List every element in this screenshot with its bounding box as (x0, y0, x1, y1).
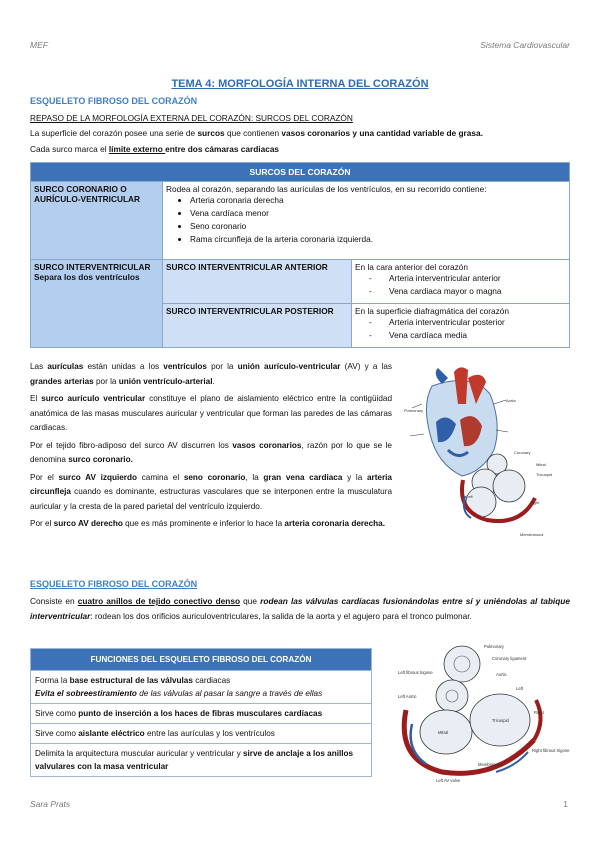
anterior-sulcus-label: SURCO INTERVENTRICULAR ANTERIOR (163, 260, 352, 304)
list-item: • Rama circunfleja de la arteria coronaria izquierda. (190, 233, 566, 246)
page-title: TEMA 4: MORFOLOGÍA INTERNA DEL CORAZÓN (171, 78, 429, 90)
skeleton-label: Pulmonary (484, 644, 505, 649)
heart-diagram (402, 364, 572, 544)
skeleton-label: Left AV valve (436, 778, 461, 783)
section2-text: Consiste en cuatro anillos de tejido conectivo denso que rodean las válvulas cardíacas fusionándolas entre sí y uniéndolas al tabique interventricular: rodean los dos orificios auriculoventriculares, la salida de la aorta y el agujero para el tronco pulmonar. (30, 596, 570, 621)
heart-label: Aorta (506, 398, 516, 403)
functions-row-1-line-2: Evita el sobreestiramiento de las válvulas al pasar la sangre a través de ellas (35, 689, 323, 698)
skeleton-label: Coronary ligament (492, 656, 527, 661)
coronary-sulcus-content (163, 182, 570, 260)
skeleton-label: Left Aortic (398, 694, 417, 699)
sulci-table-header: SURCOS DEL CORAZÓN (31, 163, 570, 182)
functions-row-1-line-1: Forma la base estructural de las válvulas cardiacas (35, 676, 231, 685)
footer-author: Sara Prats (30, 799, 71, 809)
paragraph-5: Por el surco AV derecho que es más prominente e inferior lo hace la arteria coronaria derecha. (30, 519, 385, 528)
coronary-sulcus-label: SURCO CORONARIO O AURÍCULO-VENTRICULAR (31, 182, 163, 260)
sulci-table (30, 162, 570, 348)
heart-label: Mitral (536, 462, 546, 467)
coronary-sulcus-list (166, 194, 566, 246)
heart-label: Membranous (520, 532, 544, 537)
section-heading-2: ESQUELETO FIBROSO DEL CORAZÓN (30, 579, 198, 589)
posterior-sulcus-label: SURCO INTERVENTRICULAR POSTERIOR (163, 304, 352, 348)
functions-row-4: Delimita la arquitectura muscular auricular y ventricular y sirve de anclaje a los anillos valvulares con la masa ventricular (31, 744, 372, 777)
list-item: • Vena cardíaca menor (190, 207, 566, 220)
posterior-sulcus-content (352, 304, 570, 348)
heart-label: Pulmonary (404, 408, 424, 413)
page-number: 1 (563, 799, 568, 809)
skeleton-label: Left fibrous trigone (398, 670, 433, 675)
paragraph-4: Por el surco AV izquierdo camina el seno coronario, la gran vena cardiaca y la arteria circunfleja cuando es dominante, estructuras vasculares que se interponen entre la musculatura auricular y la cresta de la pared parietal del ventrículo izquierdo. (30, 472, 392, 511)
list-item: - Vena cardíaca media (369, 329, 566, 342)
list-item: - Arteria interventricular anterior (369, 272, 566, 285)
functions-row-2: Sirve como punto de inserción a los haces de fibras musculares cardíacas (31, 704, 372, 724)
coronary-sulcus-text: Rodea al corazón, separando las aurículas de los ventrículos, en su recorrido contiene: (166, 184, 487, 194)
heart-label: Left (466, 494, 473, 499)
interventricular-sulcus-sub: Separa los dos ventrículos (34, 272, 140, 282)
list-item: - Arteria interventricular posterior (369, 316, 566, 329)
paragraph-3: Por el tejido fibro-adiposo del surco AV discurren los vasos coronarios, razón por lo que se le denomina surco coronario. (30, 440, 392, 464)
section-heading-1: ESQUELETO FIBROSO DEL CORAZÓN (30, 96, 198, 106)
posterior-sulcus-text: En la superficie diafragmática del corazón (355, 306, 510, 316)
skeleton-label: Aortic (496, 672, 507, 677)
body-text (30, 360, 392, 535)
heart-label: Tricuspid (536, 472, 553, 477)
paragraph-1: Las aurículas están unidas a los ventrículos por la unión aurículo-ventricular (AV) y a las grandes arterias por la unión ventrículo-arterial. (30, 362, 392, 386)
skeleton-label: Right (534, 710, 544, 715)
header-left: MEF (30, 40, 48, 50)
list-item: - Vena cardiaca mayor o magna (369, 285, 566, 298)
interventricular-sulcus-title: SURCO INTERVENTRICULAR (34, 262, 151, 272)
functions-table-header: FUNCIONES DEL ESQUELETO FIBROSO DEL CORAZÓN (31, 649, 372, 671)
skeleton-label: Left (516, 686, 523, 691)
posterior-sulcus-list (355, 316, 566, 342)
list-item: • Seno coronario (190, 220, 566, 233)
paragraph-2: El surco aurículo ventricular constituye el plano de aislamiento eléctrico entre la contigüidad anatómica de las masas musculares auricular y ventricular que forman las paredes de las cámaras cardiacas. (30, 394, 393, 432)
interventricular-sulcus-label (31, 260, 163, 348)
skeleton-label: Mitral (438, 730, 449, 735)
heart-label: Coronary (514, 450, 531, 455)
subheading: REPASO DE LA MORFOLOGÍA EXTERNA DEL CORAZÓN: SURCOS DEL CORAZÓN (30, 113, 353, 123)
intro-line-1: La superficie del corazón posee una serie de surcos que contienen vasos coronarios y una cantidad variable de grasa. (30, 128, 483, 138)
anterior-sulcus-content (352, 260, 570, 304)
functions-row-3: Sirve como aislante eléctrico entre las aurículas y los ventrículos (31, 724, 372, 744)
fibrous-skeleton-diagram (396, 640, 574, 785)
skeleton-label: Membranous (478, 762, 503, 767)
skeleton-label: Right fibrous trigone (532, 748, 570, 753)
functions-table (30, 648, 372, 777)
intro-line-2: Cada surco marca el límite externo entre dos cámaras cardiacas (30, 144, 280, 154)
skeleton-label: Tricuspid (492, 718, 509, 723)
heart-label: Right (530, 500, 540, 505)
anterior-sulcus-list (355, 272, 566, 298)
list-item: • Arteria coronaria derecha (190, 194, 566, 207)
functions-row-1 (31, 671, 372, 704)
header-right: Sistema Cardiovascular (480, 40, 570, 50)
anterior-sulcus-text: En la cara anterior del corazón (355, 262, 468, 272)
